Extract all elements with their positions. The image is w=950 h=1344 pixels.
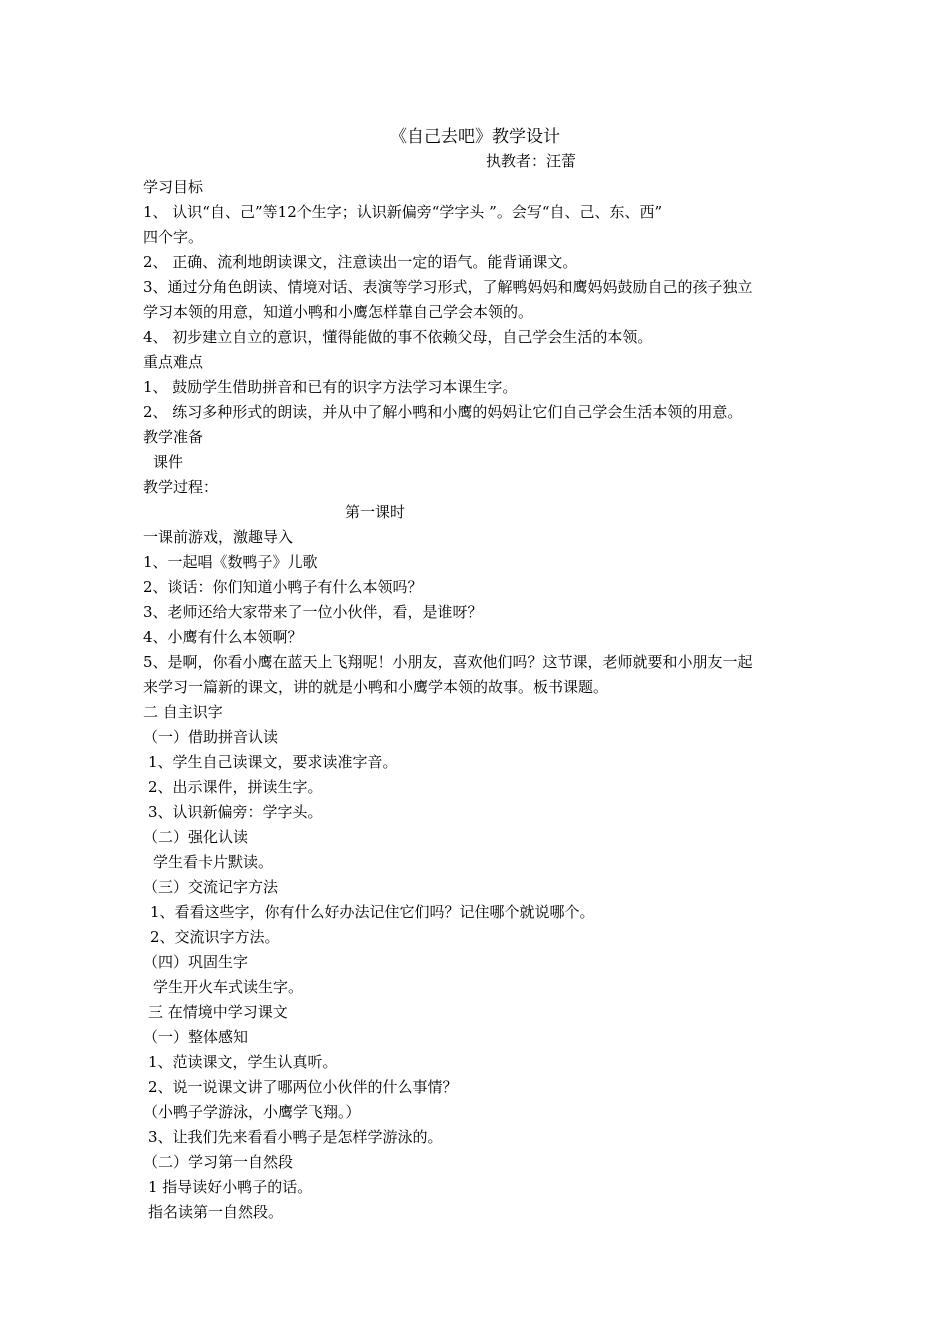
text-line: 1 指导读好小鸭子的话。 [148, 1178, 313, 1196]
text-line: 一课前游戏，激趣导入 [143, 528, 294, 546]
section-heading-process: 教学过程： [143, 478, 219, 496]
text-line: 5、是啊，你看小鹰在蓝天上飞翔呢！小朋友，喜欢他们吗？这节课，老师就要和小朋友一起 [143, 653, 753, 671]
text-line: 学习本领的用意，知道小鸭和小鹰怎样靠自己学会本领的。 [143, 303, 534, 321]
text-line: 2、说一说课文讲了哪两位小伙伴的什么事情？ [148, 1078, 458, 1096]
text-line: 2、 练习多种形式的朗读，并从中了解小鸭和小鹰的妈妈让它们自己学会生活本领的用意。 [143, 403, 743, 421]
text-line: 1、看看这些字，你有什么好办法记住它们吗？记住哪个就说哪个。 [150, 903, 595, 921]
text-line: 4、小鹰有什么本领啊？ [143, 628, 303, 646]
text-line: 指名读第一自然段。 [148, 1203, 284, 1221]
text-line: 3、通过分角色朗读、情境对话、表演等学习形式，了解鸭妈妈和鹰妈妈鼓励自己的孩子独立 [143, 278, 753, 296]
text-line: 4、 初步建立自立的意识，懂得能做的事不依赖父母，自己学会生活的本领。 [143, 328, 653, 346]
text-line: 学生看卡片默读。 [153, 853, 274, 871]
text-line: （二）学习第一自然段 [143, 1153, 294, 1171]
text-line: 学生开火车式读生字。 [153, 978, 304, 996]
text-line: 二 自主识字 [143, 703, 223, 721]
text-line: （小鸭子学游泳，小鹰学飞翔。） [143, 1103, 361, 1121]
text-line: 来学习一篇新的课文，讲的就是小鸭和小鹰学本领的故事。板书课题。 [143, 678, 609, 696]
section-heading-goals: 学习目标 [143, 178, 204, 196]
text-line: 2、谈话：你们知道小鸭子有什么本领吗？ [143, 578, 423, 596]
text-line: 2、 正确、流利地朗读课文，注意读出一定的语气。能背诵课文。 [143, 253, 578, 271]
text-line: 1、范读课文，学生认真听。 [148, 1053, 338, 1071]
text-line: 2、交流识字方法。 [150, 928, 280, 946]
text-line: 三 在情境中学习课文 [148, 1003, 288, 1021]
document-title: 《自己去吧》教学设计 [390, 127, 560, 147]
document-author: 执教者：汪蕾 [486, 152, 577, 170]
text-line: 课件 [153, 453, 184, 471]
text-line: 1、学生自己读课文，要求读准字音。 [148, 753, 398, 771]
text-line: （三）交流记字方法 [143, 878, 279, 896]
text-line: 3、认识新偏旁：学字头。 [148, 803, 323, 821]
section-heading-key-points: 重点难点 [143, 353, 204, 371]
text-line: 1、 认识“自、己”等12个生字；认识新偏旁“学字头 ”。会写“自、己、东、西” [143, 203, 663, 221]
text-line: 1、一起唱《数鸭子》儿歌 [143, 553, 318, 571]
text-line: （二）强化认读 [143, 828, 249, 846]
text-line: （一）借助拼音认读 [143, 728, 279, 746]
text-line: 1、 鼓励学生借助拼音和已有的识字方法学习本课生字。 [143, 378, 518, 396]
text-line: 2、出示课件，拼读生字。 [148, 778, 323, 796]
section-heading-preparation: 教学准备 [143, 428, 204, 446]
lesson-heading: 第一课时 [345, 503, 406, 521]
text-line: 3、让我们先来看看小鸭子是怎样学游泳的。 [148, 1128, 443, 1146]
text-line: 3、老师还给大家带来了一位小伙伴，看，是谁呀？ [143, 603, 483, 621]
text-line: （一）整体感知 [143, 1028, 249, 1046]
text-line: （四）巩固生字 [143, 953, 249, 971]
text-line: 四个字。 [143, 228, 204, 246]
